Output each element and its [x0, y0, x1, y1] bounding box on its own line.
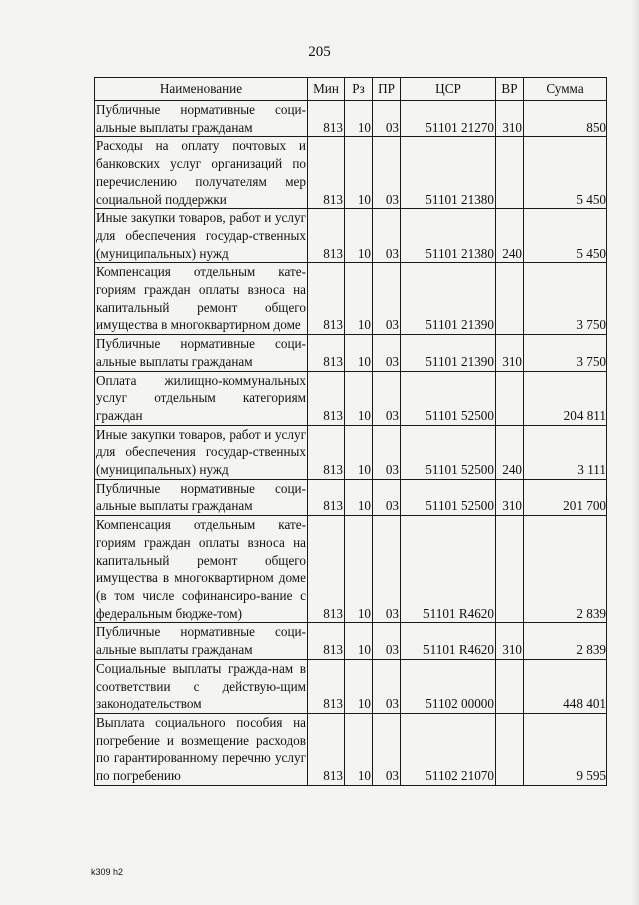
- cell-pr: 03: [373, 516, 401, 623]
- cell-vr: [496, 371, 524, 425]
- cell-pr: 03: [373, 371, 401, 425]
- cell-vr: [496, 516, 524, 623]
- cell-rz: 10: [345, 263, 373, 335]
- cell-vr: 310: [496, 479, 524, 515]
- cell-csr: 51101 21380: [401, 209, 496, 263]
- cell-min: 813: [308, 659, 345, 713]
- cell-name: Публичные нормативные соци-альные выплаты гражданам: [95, 479, 308, 515]
- cell-pr: 03: [373, 263, 401, 335]
- cell-pr: 03: [373, 335, 401, 371]
- table-header-row: [95, 78, 607, 101]
- cell-sum: 9 595: [524, 713, 607, 785]
- cell-vr: 240: [496, 425, 524, 479]
- cell-vr: [496, 263, 524, 335]
- cell-sum: 2 839: [524, 623, 607, 659]
- cell-pr: 03: [373, 623, 401, 659]
- cell-rz: 10: [345, 516, 373, 623]
- cell-rz: 10: [345, 137, 373, 209]
- cell-csr: 51101 21380: [401, 137, 496, 209]
- cell-min: 813: [308, 263, 345, 335]
- cell-rz: 10: [345, 371, 373, 425]
- footer-code: k309 h2: [91, 867, 124, 877]
- cell-rz: 10: [345, 479, 373, 515]
- table-row: [95, 713, 607, 785]
- cell-csr: 51101 52500: [401, 479, 496, 515]
- header-sum: Сумма: [524, 78, 607, 101]
- cell-min: 813: [308, 371, 345, 425]
- cell-pr: 03: [373, 713, 401, 785]
- cell-pr: 03: [373, 137, 401, 209]
- cell-name: Компенсация отдельным кате-гориям граждан оплаты взноса на капитальный ремонт общего имущества в многоквартирном доме (в том числе софинансиро-вание с федеральным бюдже-том): [95, 516, 308, 623]
- cell-vr: [496, 137, 524, 209]
- cell-rz: 10: [345, 659, 373, 713]
- cell-pr: 03: [373, 209, 401, 263]
- cell-csr: 51101 21270: [401, 101, 496, 137]
- cell-pr: 03: [373, 659, 401, 713]
- table-body: [95, 101, 607, 786]
- cell-csr: 51101 R4620: [401, 516, 496, 623]
- cell-vr: 310: [496, 101, 524, 137]
- cell-csr: 51101 21390: [401, 335, 496, 371]
- cell-vr: [496, 659, 524, 713]
- table-row: [95, 371, 607, 425]
- cell-name: Иные закупки товаров, работ и услуг для обеспечения государ-ственных (муниципальных) нужд: [95, 425, 308, 479]
- cell-vr: 310: [496, 335, 524, 371]
- cell-pr: 03: [373, 425, 401, 479]
- cell-name: Компенсация отдельным кате-гориям граждан оплаты взноса на капитальный ремонт общего имущества в многоквартирном доме: [95, 263, 308, 335]
- header-pr: ПР: [373, 78, 401, 101]
- cell-rz: 10: [345, 209, 373, 263]
- cell-min: 813: [308, 516, 345, 623]
- cell-sum: 5 450: [524, 209, 607, 263]
- header-csr: ЦСР: [401, 78, 496, 101]
- cell-name: Публичные нормативные соци-альные выплаты гражданам: [95, 101, 308, 137]
- cell-sum: 448 401: [524, 659, 607, 713]
- table-row: [95, 425, 607, 479]
- cell-sum: 850: [524, 101, 607, 137]
- table-row: [95, 137, 607, 209]
- page-edge-shadow: [631, 0, 639, 905]
- cell-csr: 51101 21390: [401, 263, 496, 335]
- cell-name: Иные закупки товаров, работ и услуг для обеспечения государ-ственных (муниципальных) нужд: [95, 209, 308, 263]
- table-row: [95, 479, 607, 515]
- cell-min: 813: [308, 479, 345, 515]
- cell-sum: 2 839: [524, 516, 607, 623]
- cell-name: Публичные нормативные соци-альные выплаты гражданам: [95, 335, 308, 371]
- page-number: 205: [308, 44, 331, 60]
- cell-name: Социальные выплаты гражда-нам в соответствии с действую-щим законодательством: [95, 659, 308, 713]
- cell-rz: 10: [345, 425, 373, 479]
- cell-sum: 3 750: [524, 335, 607, 371]
- cell-min: 813: [308, 623, 345, 659]
- cell-sum: 201 700: [524, 479, 607, 515]
- cell-vr: 240: [496, 209, 524, 263]
- cell-csr: 51101 52500: [401, 371, 496, 425]
- budget-table: [94, 77, 607, 786]
- cell-csr: 51102 21070: [401, 713, 496, 785]
- cell-name: Оплата жилищно-коммунальных услуг отдельным категориям граждан: [95, 371, 308, 425]
- cell-pr: 03: [373, 479, 401, 515]
- cell-rz: 10: [345, 335, 373, 371]
- table-row: [95, 623, 607, 659]
- cell-vr: 310: [496, 623, 524, 659]
- cell-name: Расходы на оплату почтовых и банковских услуг организаций по перечислению получателям мер социальной поддержки: [95, 137, 308, 209]
- cell-name: Выплата социального пособия на погребение и возмещение расходов по гарантированному перечню услуг по погребению: [95, 713, 308, 785]
- table-row: [95, 209, 607, 263]
- cell-csr: 51101 52500: [401, 425, 496, 479]
- cell-min: 813: [308, 335, 345, 371]
- header-name: Наименование: [95, 78, 308, 101]
- table-row: [95, 101, 607, 137]
- header-vr: ВР: [496, 78, 524, 101]
- cell-sum: 5 450: [524, 137, 607, 209]
- cell-min: 813: [308, 101, 345, 137]
- cell-csr: 51102 00000: [401, 659, 496, 713]
- cell-vr: [496, 713, 524, 785]
- cell-sum: 3 111: [524, 425, 607, 479]
- table-row: [95, 659, 607, 713]
- cell-min: 813: [308, 425, 345, 479]
- table-row: [95, 263, 607, 335]
- cell-rz: 10: [345, 101, 373, 137]
- cell-min: 813: [308, 137, 345, 209]
- cell-sum: 3 750: [524, 263, 607, 335]
- cell-sum: 204 811: [524, 371, 607, 425]
- header-rz: Рз: [345, 78, 373, 101]
- cell-pr: 03: [373, 101, 401, 137]
- table-row: [95, 516, 607, 623]
- cell-name: Публичные нормативные соци-альные выплаты гражданам: [95, 623, 308, 659]
- cell-min: 813: [308, 713, 345, 785]
- cell-rz: 10: [345, 623, 373, 659]
- cell-min: 813: [308, 209, 345, 263]
- cell-csr: 51101 R4620: [401, 623, 496, 659]
- cell-rz: 10: [345, 713, 373, 785]
- header-min: Мин: [308, 78, 345, 101]
- table-row: [95, 335, 607, 371]
